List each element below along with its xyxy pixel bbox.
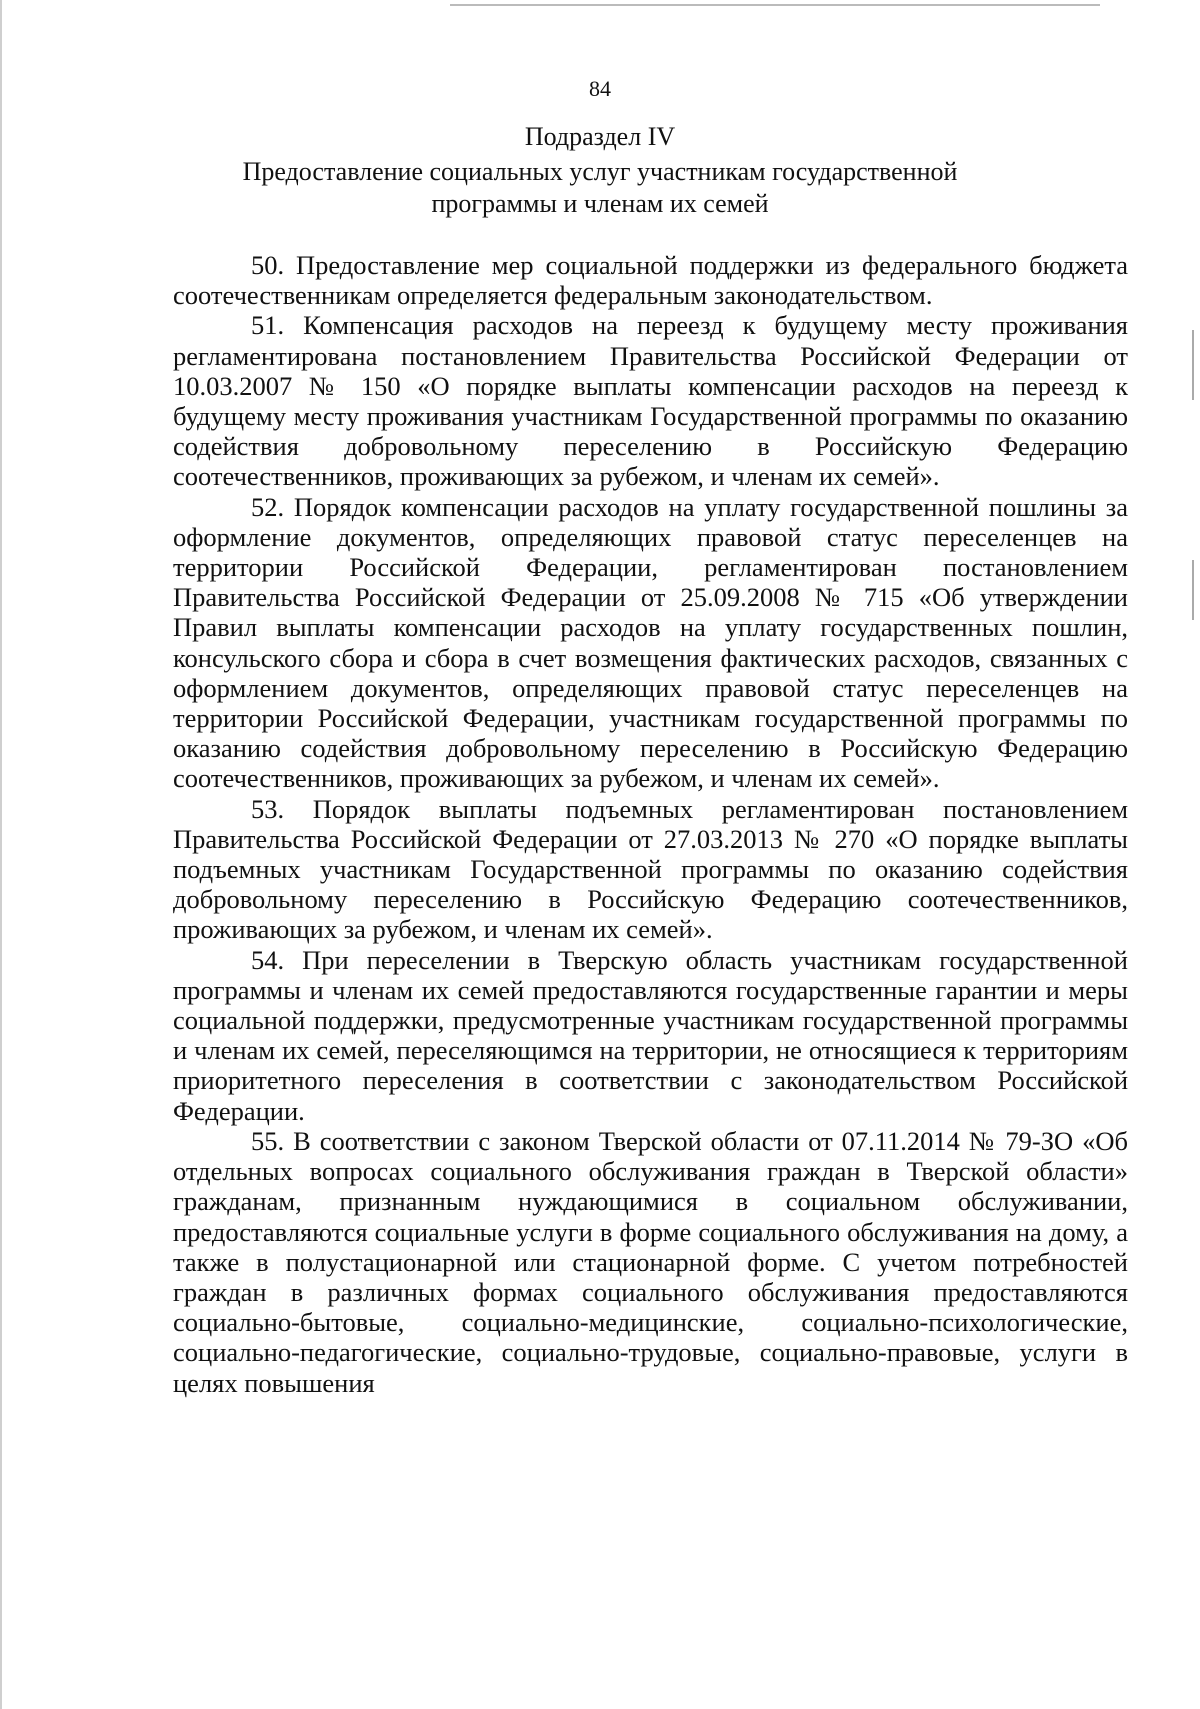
paragraph-52: 52. Порядок компенсации расходов на уплату государственной пошлины за оформление документов, определяющих правовой статус переселенцев на территории Российской Федерации, регламентирован постановлением Правительства Российской Федерации от 25.09.2008 № 715 «Об утверждении Правил выплаты компенсации расходов на уплату государственных пошлин, консульского сбора и сбора в счет возмещения фактических расходов, связанных с оформлением документов, определяющих правовой статус переселенцев на территории Российской Федерации, участникам государственной программы по оказанию содействия добровольному переселению в Российскую Федерацию соотечественников, проживающих за рубежом, и членам их семей». xyxy=(173,491,1128,794)
page-number: 84 xyxy=(589,76,611,101)
paragraph-51: 51. Компенсация расходов на переезд к будущему месту проживания регламентирована постановлением Правительства Российской Федерации от 10.03.2007 № 150 «О порядке выплаты компенсации расходов на переезд к будущему месту проживания участникам Государственной программы по оказанию содействия добровольному переселению в Российскую Федерацию соотечественников, проживающих за рубежом, и членам их семей». xyxy=(173,310,1128,492)
scan-artifact-right-mark xyxy=(1192,330,1194,400)
paragraph-50: 50. Предоставление мер социальной поддержки из федерального бюджета соотечественникам определяется федеральным законодательством. xyxy=(173,250,1128,311)
paragraph-54: 54. При переселении в Тверскую область участникам государственной программы и членам их семей предоставляются государственные гарантии и меры социальной поддержки, предусмотренные участникам государственной программы и членам их семей, переселяющимся на территории, не относящиеся к территориям приоритетного переселения в соответствии с законодательством Российской Федерации. xyxy=(173,944,1128,1126)
document-body xyxy=(173,250,1128,1398)
paragraph-53: 53. Порядок выплаты подъемных регламентирован постановлением Правительства Российской Федерации от 27.03.2013 № 270 «О порядке выплаты подъемных участникам Государственной программы по оказанию содействия добровольному переселению в Российскую Федерацию соотечественников, проживающих за рубежом, и членам их семей». xyxy=(173,793,1128,945)
scan-artifact-left-edge xyxy=(0,0,2,1709)
paragraph-55: 55. В соответствии с законом Тверской области от 07.11.2014 № 79-ЗО «Об отдельных вопросах социального обслуживания граждан в Тверской области» гражданам, признанным нуждающимися в социальном обслуживании, предоставляются социальные услуги в форме социального обслуживания на дому, а также в полустационарной или стационарной форме. С учетом потребностей граждан в различных формах социального обслуживания предоставляются социально-бытовые, социально-медицинские, социально-психологические, социально-педагогические, социально-трудовые, социально-правовые, услуги в целях повышения xyxy=(173,1125,1128,1398)
section-heading: Предоставление социальных услуг участникам государственной программы и членам их семей xyxy=(242,157,958,218)
scan-artifact-right-mark xyxy=(1192,560,1194,620)
subsection-title: Подраздел IV xyxy=(524,122,676,151)
scan-artifact-top-line xyxy=(450,4,1100,6)
